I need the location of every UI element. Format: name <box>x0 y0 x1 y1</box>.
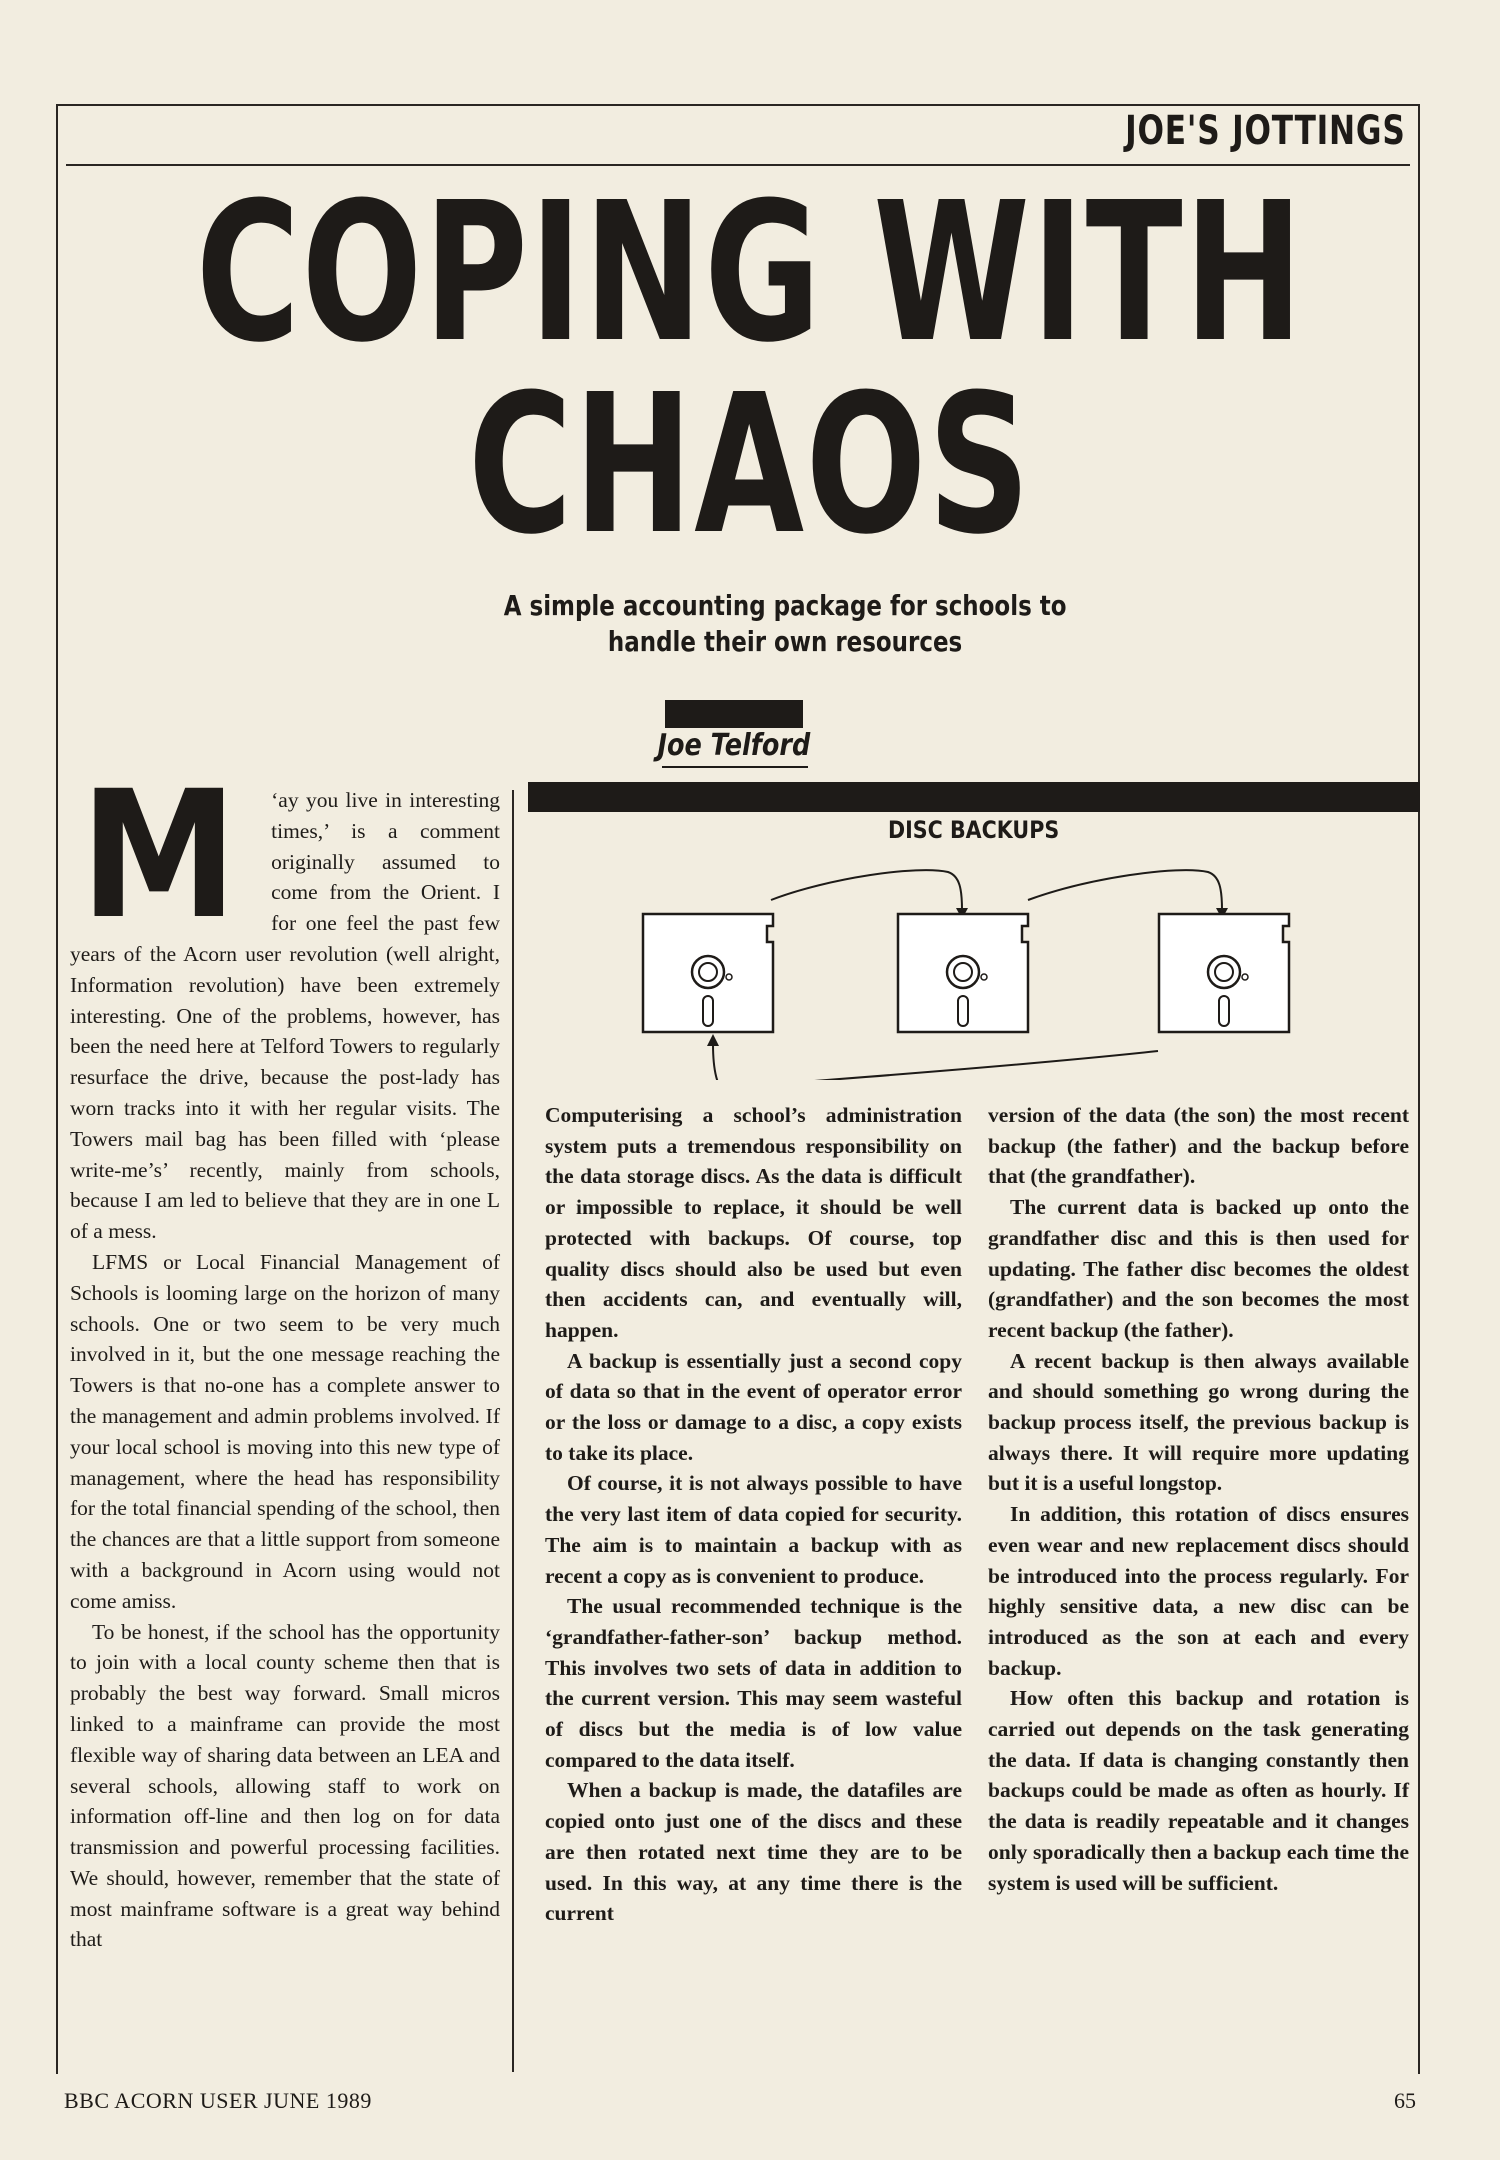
byline-bar <box>665 700 803 728</box>
paragraph: ‘ay you live in interesting times,’ is a comment originally assumed to come from the Orient. I for one feel the past few years of the Acorn user revolution (well alright, Information revolution) have been extremely interesting. One of the problems, however, has been the need here at Telford Towers to regularly resurface the drive, because the post-lady has worn tracks into it with her regular visits. The Towers mail bag has been filled with ‘please write-me’s’ recently, mainly from schools, because I am led to believe that they are in one L of a mess. <box>70 788 500 1244</box>
standfirst <box>400 588 1170 660</box>
paragraph: To be honest, if the school has the opportunity to join with a local county scheme then that is probably the best way forward. Small micros linked to a mainframe can provide the most flexible way of sharing data between an LEA and several schools, allowing staff to work on information off-line and then log on for data transmission and powerful processing facilities. We should, however, remember that the state of most mainframe software is a great way behind that <box>70 1619 500 1952</box>
floppy-disc-icon <box>898 914 1028 1032</box>
headline-line-2: CHAOS <box>468 354 1032 577</box>
arrow-disc3-to-disc1 <box>713 1044 1158 1080</box>
paragraph: The current data is backed up onto the grandfather disc and this is then used for updating. The father disc becomes the oldest (grandfather) and the son becomes the most recent backup (the father). <box>988 1195 1409 1342</box>
page-frame-top <box>56 104 1420 106</box>
arrowhead-3 <box>707 1034 719 1046</box>
floppy-disc-icon <box>1159 914 1289 1032</box>
disc-rotation-diagram <box>528 850 1420 1080</box>
page-number: 65 <box>1394 2088 1416 2113</box>
section-tag: JOE'S JOTTINGS <box>1125 108 1406 154</box>
sidebar-title: DISC BACKUPS <box>888 816 1060 844</box>
paragraph: In addition, this rotation of discs ensures even wear and new replacement discs should be introduced into the process regularly. For highly sensitive data, a new disc can be introduced as the son at each and every backup. <box>988 1502 1409 1680</box>
paragraph: A recent backup is then always available and should something go wrong during the backup process itself, the previous backup is always there. It will require more updating but it is a useful longstop. <box>988 1348 1409 1496</box>
paragraph: When a backup is made, the datafiles are copied onto just one of the discs and these are then rotated next time they are to be used. In this way, at any time there is the current <box>545 1778 962 1926</box>
drop-cap: M <box>80 753 238 958</box>
sidebar-bar <box>528 782 1420 812</box>
paragraph: LFMS or Local Financial Management of Schools is looming large on the horizon of many schools. One or two seem to be very much involved in it, but the one message reaching the Towers is that no-one has a complete answer to the management and admin problems involved. If your local school is moving into this new type of management, where the head has responsibility for the total financial spending of the school, then the chances are that a little support from someone with a background in Acorn using would not come amiss. <box>70 1249 500 1613</box>
headline-line-1: COPING WITH <box>195 162 1305 385</box>
standfirst-line-2: handle their own resources <box>607 625 963 658</box>
arrow-disc2-to-disc3 <box>1028 870 1222 910</box>
article-column-1 <box>70 753 500 1955</box>
byline: Joe Telford <box>657 728 811 763</box>
column-divider <box>512 790 514 2072</box>
floppy-disc-icon <box>643 914 773 1032</box>
arrow-disc1-to-disc2 <box>771 870 962 910</box>
paragraph: A backup is essentially just a second copy of data so that in the event of operator error or the loss or damage to a disc, a copy exists to take its place. <box>545 1348 962 1465</box>
sidebar-column-1 <box>545 1100 962 1929</box>
paragraph: The usual recommended technique is the ‘grandfather-father-son’ backup method. This involves two sets of data in addition to the current version. This may seem wasteful of discs but the media is of low value compared to the data itself. <box>545 1594 962 1772</box>
byline-rule <box>662 766 808 768</box>
paragraph: How often this backup and rotation is carried out depends on the task generating the data. If data is changing constantly then backups could be made as often as hourly. If the data is readily repeatable and it changes only sporadically then a backup each time the system is used will be sufficient. <box>988 1686 1409 1895</box>
paragraph: Computerising a school’s administration system puts a tremendous responsibility on the data storage discs. As the data is difficult or impossible to replace, it should be well protected with backups. Of course, top quality discs should also be used but even then accidents can, and eventually will, happen. <box>545 1103 962 1342</box>
sidebar-column-2 <box>988 1100 1409 1898</box>
standfirst-line-1: A simple accounting package for schools to <box>503 589 1067 622</box>
footer-publication: BBC ACORN USER JUNE 1989 <box>64 2088 372 2113</box>
paragraph: Of course, it is not always possible to have the very last item of data copied for security. The aim is to maintain a backup with as recent a copy as is convenient to produce. <box>545 1471 962 1588</box>
paragraph: version of the data (the son) the most recent backup (the father) and the backup before that (the grandfather). <box>988 1103 1409 1189</box>
